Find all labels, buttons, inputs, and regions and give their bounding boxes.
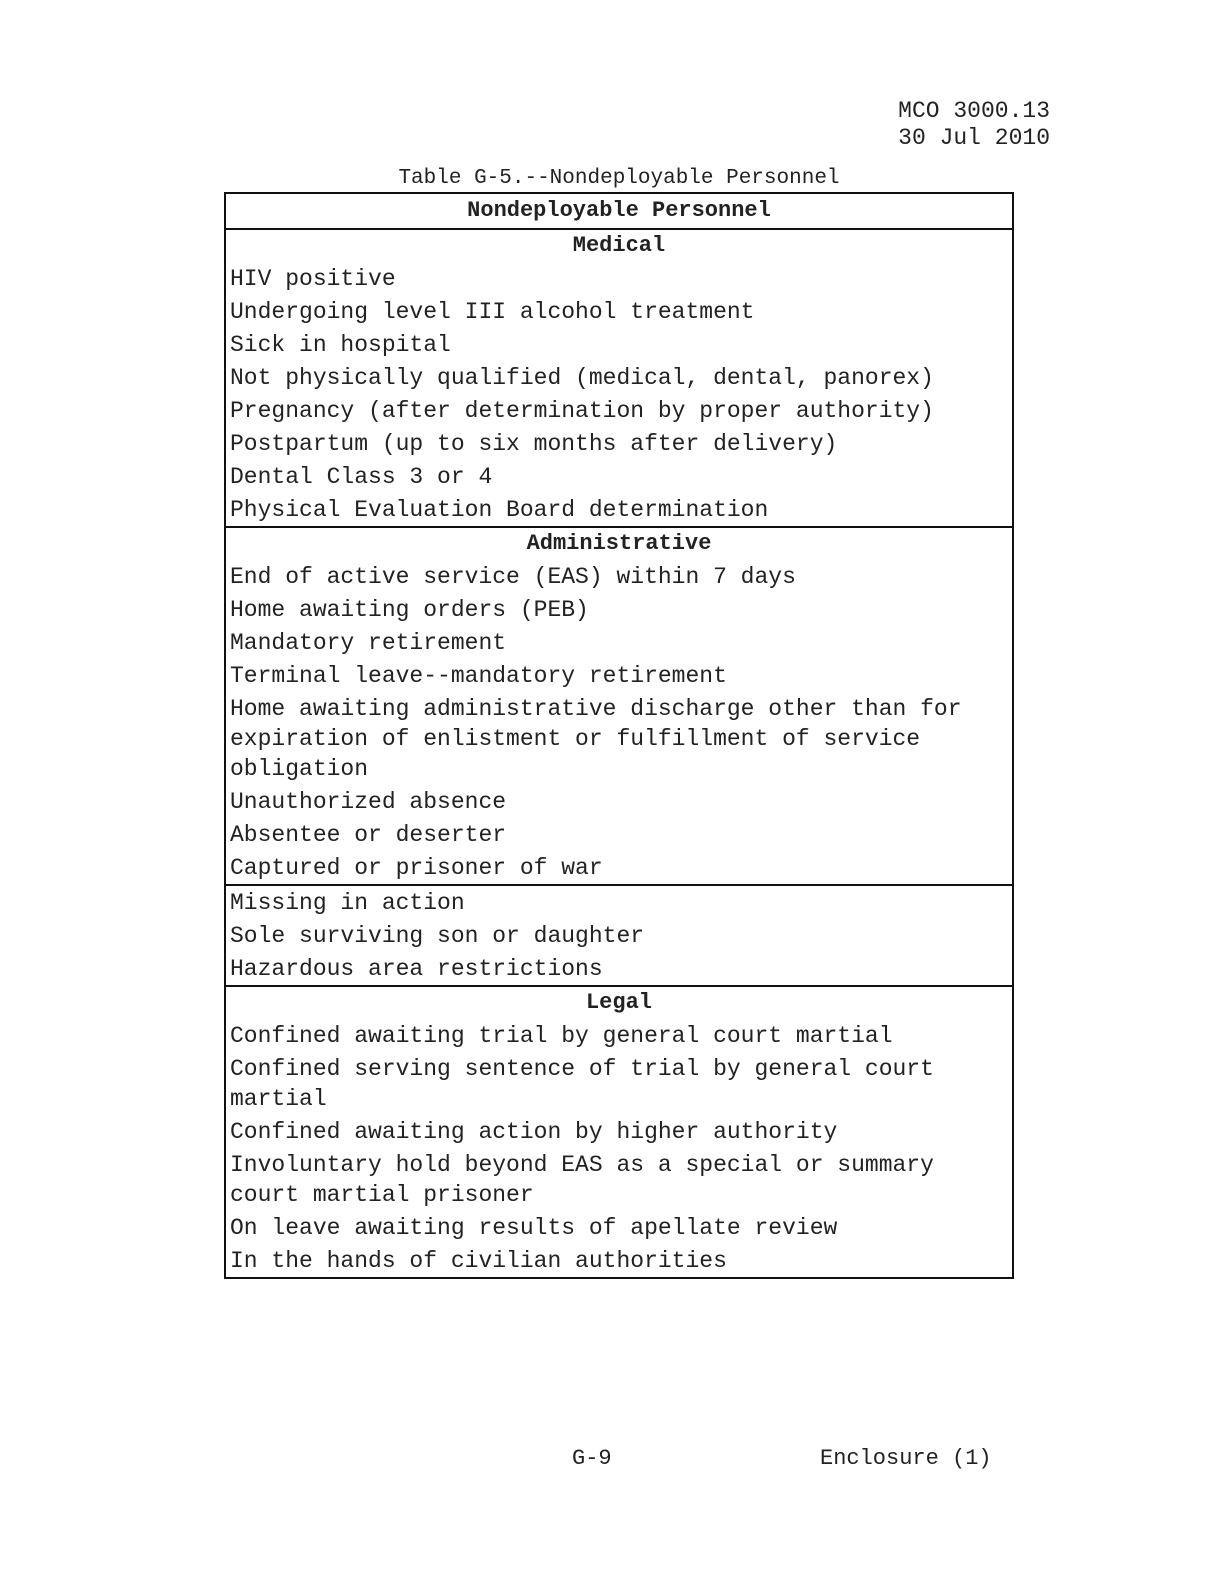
document-date: 30 Jul 2010: [898, 125, 1050, 151]
list-item: Hazardous area restrictions: [230, 955, 603, 982]
section-title: Administrative: [526, 531, 712, 556]
section-legal: [226, 987, 1012, 1277]
list-item: Confined serving sentence of trial by general court martial: [230, 1055, 934, 1112]
list-item: Confined awaiting trial by general court martial: [230, 1022, 893, 1049]
list-item: On leave awaiting results of apellate review: [230, 1214, 838, 1241]
list-item: Home awaiting orders (PEB): [230, 596, 589, 623]
list-item: HIV positive: [230, 265, 396, 292]
page-number: G-9: [572, 1446, 612, 1471]
document-header: [898, 98, 1050, 152]
list-item: Undergoing level III alcohol treatment: [230, 298, 755, 325]
list-item: Home awaiting administrative discharge other than for expiration of enlistment or fulfillment of service obligation: [230, 695, 962, 782]
section-title: Legal: [585, 990, 652, 1015]
section-administrative-continued: [226, 886, 1012, 987]
list-item: End of active service (EAS) within 7 days: [230, 563, 796, 590]
list-item: Physical Evaluation Board determination: [230, 496, 769, 523]
list-item: Unauthorized absence: [230, 788, 507, 815]
nondeployable-table: [224, 192, 1014, 1279]
section-administrative: [226, 528, 1012, 886]
enclosure-label: Enclosure (1): [820, 1446, 992, 1471]
list-item: Terminal leave--mandatory retirement: [230, 662, 727, 689]
table-caption: Table G-5.--Nondeployable Personnel: [398, 167, 840, 190]
list-item: Postpartum (up to six months after delivery): [230, 430, 838, 457]
list-item: Confined awaiting action by higher authority: [230, 1118, 838, 1145]
section-title: Medical: [572, 233, 666, 258]
mco-number: MCO 3000.13: [898, 98, 1050, 124]
list-item: Pregnancy (after determination by proper authority): [230, 397, 934, 424]
list-item: Not physically qualified (medical, dental, panorex): [230, 364, 934, 391]
table-title: Nondeployable Personnel: [226, 194, 1012, 230]
list-item: Absentee or deserter: [230, 821, 507, 848]
list-item: Mandatory retirement: [230, 629, 507, 656]
list-item: Missing in action: [230, 889, 465, 916]
list-item: Sick in hospital: [230, 331, 451, 358]
section-medical: [226, 230, 1012, 528]
list-item: In the hands of civilian authorities: [230, 1247, 727, 1274]
list-item: Dental Class 3 or 4: [230, 463, 493, 490]
list-item: Captured or prisoner of war: [230, 854, 603, 881]
list-item: Involuntary hold beyond EAS as a special or summary court martial prisoner: [230, 1151, 934, 1208]
list-item: Sole surviving son or daughter: [230, 922, 645, 949]
